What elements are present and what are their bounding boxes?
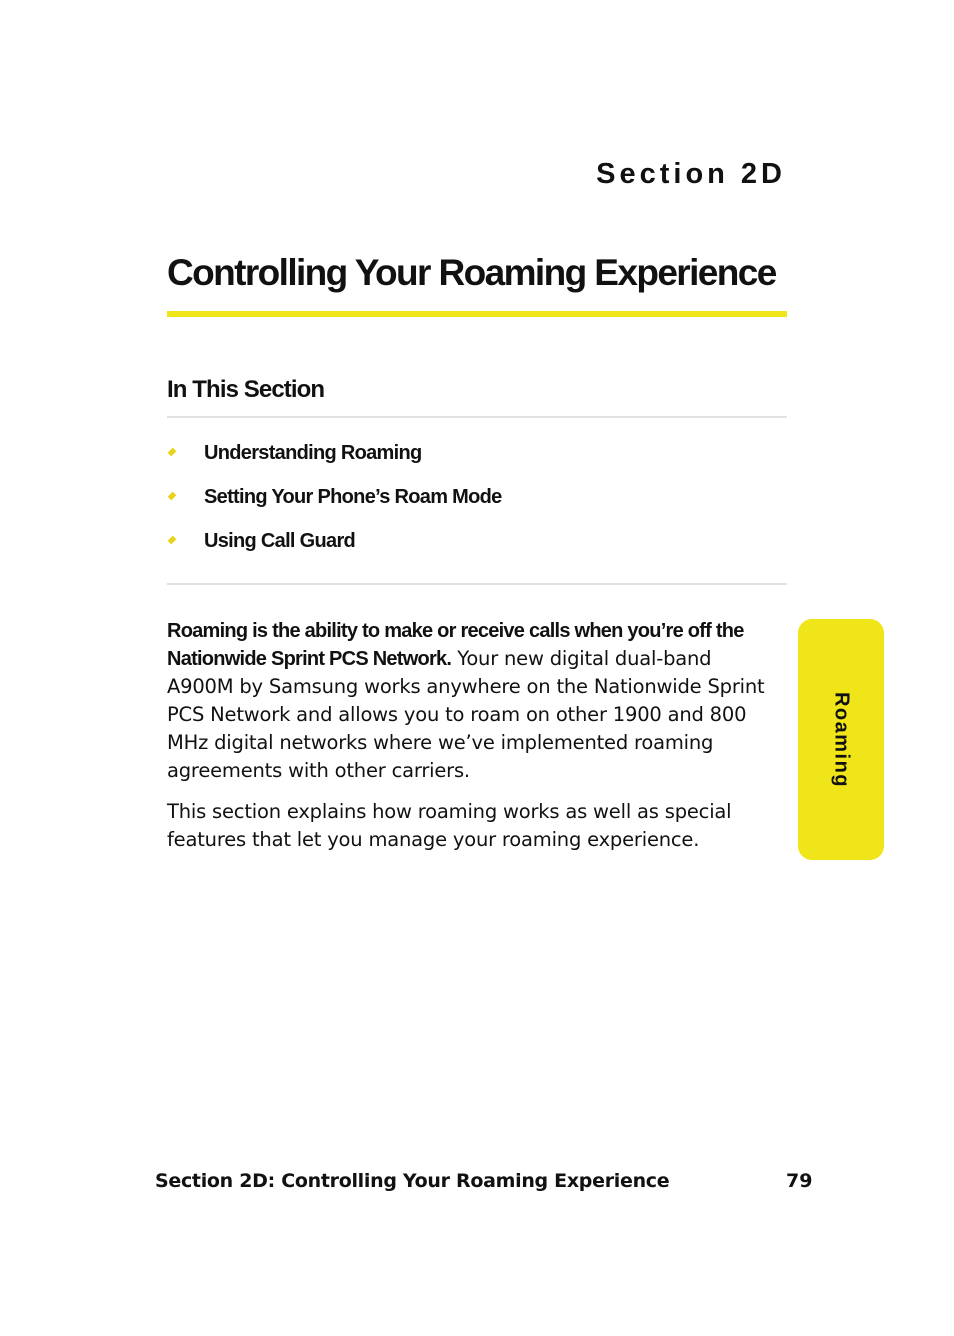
side-tab-label: Roaming [830, 691, 853, 788]
section-contents-list [167, 438, 502, 570]
list-item [167, 482, 502, 526]
intro-paragraph-rest: Your new digital dual-band A900M by Samsung works anywhere on the Nationwide Sprint PCS Network and allows you to roam on other 1900 and 800 MHz digital networks where we’ve implemented roaming agreements with other carriers. [167, 647, 765, 782]
in-this-section-heading: In This Section [167, 376, 325, 403]
explanation-paragraph: This section explains how roaming works as well as special features that let you manage your roaming experience. [167, 800, 732, 851]
diamond-bullet-icon [168, 448, 177, 457]
diamond-bullet-icon [168, 492, 177, 501]
title-underline [167, 311, 787, 317]
list-item [167, 526, 502, 570]
page-title: Controlling Your Roaming Experience [167, 252, 776, 293]
list-item-label: Using Call Guard [204, 530, 356, 552]
body-text [167, 617, 767, 867]
diamond-bullet-icon [168, 536, 177, 545]
divider-bottom [167, 583, 787, 585]
list-item-label: Understanding Roaming [204, 442, 422, 464]
footer-page-number: 79 [786, 1170, 813, 1192]
intro-paragraph [167, 617, 767, 785]
divider-top [167, 416, 787, 418]
list-item-label: Setting Your Phone’s Roam Mode [204, 486, 502, 508]
footer-section-title: Section 2D: Controlling Your Roaming Experience [155, 1170, 670, 1192]
section-label: Section 2D [596, 158, 786, 190]
chapter-side-tab [798, 619, 884, 860]
list-item [167, 438, 502, 482]
intro-lead-bold: Roaming is the ability to make or receive calls when you’re off the Nationwide Sprint PCS Network. [167, 620, 744, 670]
